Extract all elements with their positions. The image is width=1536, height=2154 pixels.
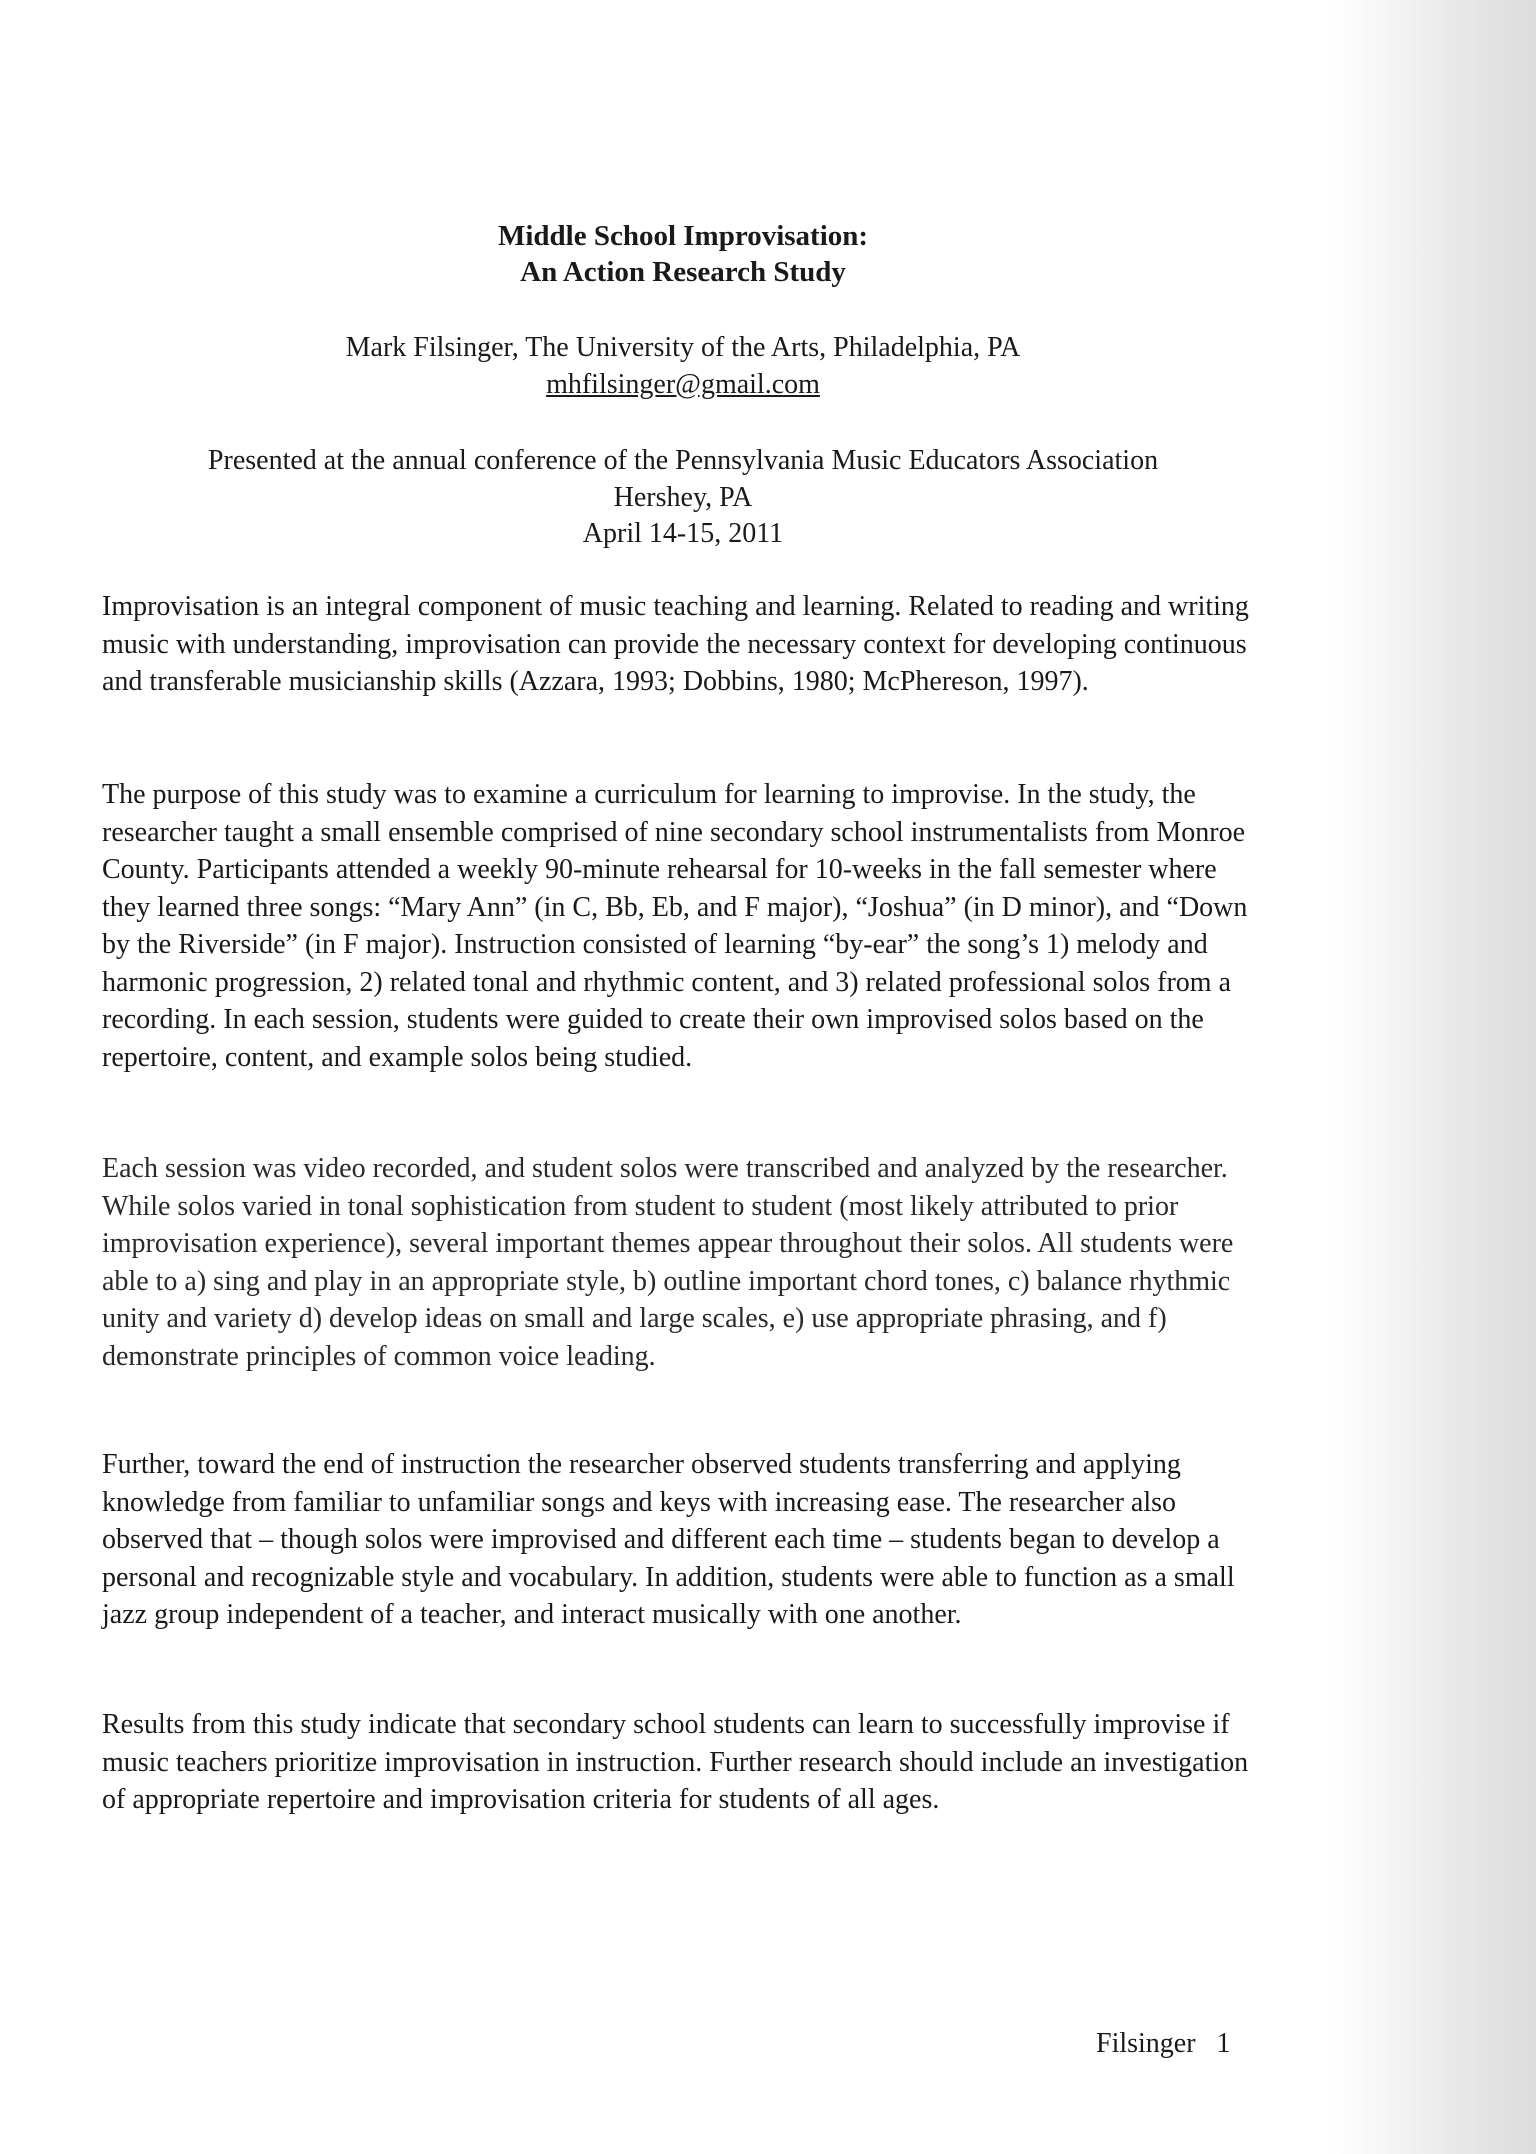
paragraph-analysis: Each session was video recorded, and student solos were transcribed and analyzed by the researcher. While solos varied in tonal sophistication from student to student (most likely attributed to prior improvisation experience), several important themes appear throughout their solos. All students were able to a) sing and play in an appropriate style, b) outline important chord tones, c) balance rhythmic unity and variety d) develop ideas on small and large scales, e) use appropriate phrasing, and f) demonstrate principles of common voice leading. xyxy=(102,1153,1234,1372)
conference-line: Presented at the annual conference of the Pennsylvania Music Educators Association xyxy=(207,445,1159,476)
paragraph-purpose: The purpose of this study was to examine a curriculum for learning to improvise. In the study, the researcher taught a small ensemble comprised of nine secondary school instrumentalists from Monroe County. Participants attended a weekly 90-minute rehearsal for 10-weeks in the fall semester where they learned three songs: “Mary Ann” (in C, Bb, Eb, and F major), “Joshua” (in D minor), and “Down by the Riverside” (in F major). Instruction consisted of learning “by-ear” the song’s 1) melody and harmonic progression, 2) related tonal and rhythmic content, and 3) related professional solos from a recording. In each session, students were guided to create their own improvised solos based on the repertoire, content, and example solos being studied. xyxy=(102,779,1248,1073)
author-email: mhfilsinger@gmail.com xyxy=(546,369,820,400)
paragraph-results: Results from this study indicate that secondary school students can learn to successfully improvise if music teachers prioritize improvisation in instruction. Further research should include an investigation of appropriate repertoire and improvisation criteria for students of all ages. xyxy=(102,1709,1249,1815)
title-line-1: Middle School Improvisation: xyxy=(497,220,869,252)
paragraph-introduction: Improvisation is an integral component of music teaching and learning. Related to reading and writing music with understanding, improvisation can provide the necessary context for developing continuous and transferable musicianship skills (Azzara, 1993; Dobbins, 1980; McPhereson, 1997). xyxy=(102,591,1249,697)
title-line-2: An Action Research Study xyxy=(520,256,846,288)
paragraph-observations: Further, toward the end of instruction the researcher observed students transferring and applying knowledge from familiar to unfamiliar songs and keys with increasing ease. The researcher also observed that – though solos were improvised and different each time – students began to develop a personal and recognizable style and vocabulary. In addition, students were able to function as a small jazz group independent of a teacher, and interact musically with one another. xyxy=(102,1449,1235,1630)
page-footer: Filsinger 1 xyxy=(1096,2028,1231,2059)
conference-date: April 14-15, 2011 xyxy=(582,518,784,549)
author-line: Mark Filsinger, The University of the Arts, Philadelphia, PA xyxy=(345,332,1021,363)
conference-location: Hershey, PA xyxy=(613,482,753,513)
